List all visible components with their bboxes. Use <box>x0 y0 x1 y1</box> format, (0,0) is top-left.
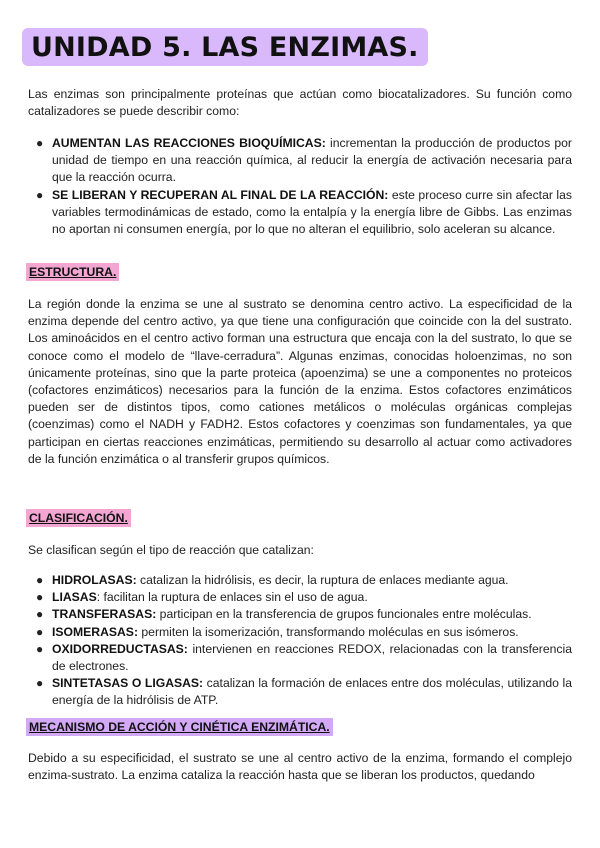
bullet-icon: ● <box>36 187 44 202</box>
list-item <box>28 187 572 239</box>
clasificacion-list <box>28 572 572 710</box>
list-item-text: intervienen en reacciones REDOX, relacionadas con la transferencia de electrones. <box>52 641 572 674</box>
bullet-icon: ● <box>36 676 44 691</box>
list-item-term: ISOMERASAS: <box>52 624 138 639</box>
list-item-term: SE LIBERAN Y RECUPERAN AL FINAL DE LA REACCIÓN: <box>52 187 389 202</box>
clasificacion-intro: Se clasifican según el tipo de reacción que catalizan: <box>28 543 314 557</box>
bullet-icon: ● <box>36 624 44 639</box>
list-item-text: este proceso curre sin afectar las variables termodinámicas de estado, como la entalpía y la energía libre de Gibbs. Las enzimas no aportan ni consumen energía, por lo que no alteran el equilibrio, solo aceleran su alcance. <box>52 187 572 237</box>
section-heading-clasificacion: CLASIFICACIÓN. <box>26 509 131 527</box>
section-heading-mecanismo: MECANISMO DE ACCIÓN Y CINÉTICA ENZIMÁTICA. <box>26 718 333 736</box>
list-item-text: incrementan la producción de productos por unidad de tiempo en una reacción química, al reducir la energía de activación necesaria para que la reacción ocurra. <box>52 136 572 185</box>
list-item-term: HIDROLASAS: <box>52 573 137 587</box>
bullet-icon: ● <box>36 136 44 150</box>
bullet-icon: ● <box>36 590 44 605</box>
list-item <box>28 572 572 589</box>
bullet-icon: ● <box>36 573 44 587</box>
list-item-term: AUMENTAN LAS REACCIONES BIOQUÍMICAS: <box>52 136 326 150</box>
list-item-text: permiten la isomerización, transformando moléculas en sus isómeros. <box>138 624 519 639</box>
list-item-term: OXIDORREDUCTASAS: <box>52 641 188 656</box>
bullet-icon: ● <box>36 607 44 622</box>
list-item <box>28 606 572 623</box>
list-item-term: TRANSFERASAS: <box>52 607 157 622</box>
list-item <box>28 589 572 606</box>
functions-list <box>28 135 572 238</box>
bullet-icon: ● <box>36 641 44 656</box>
list-item-text: : facilitan la ruptura de enlaces sin el uso de agua. <box>96 590 368 605</box>
list-item-text: catalizan la hidrólisis, es decir, la ruptura de enlaces mediante agua. <box>136 573 509 587</box>
list-item <box>28 135 572 187</box>
section-heading-estructura: ESTRUCTURA. <box>26 263 119 281</box>
list-item-term: SINTETASAS O LIGASAS: <box>52 676 204 691</box>
list-item-text: catalizan la formación de enlaces entre dos moléculas, utilizando la energía de la hidrólisis de ATP. <box>52 676 573 708</box>
page-title: UNIDAD 5. LAS ENZIMAS. <box>22 28 428 66</box>
list-item-text: participan en la transferencia de grupos funcionales entre moléculas. <box>156 607 532 622</box>
list-item-term: LIASAS <box>52 590 97 605</box>
estructura-paragraph: La región donde la enzima se une al sustrato se denomina centro activo. La especificidad de la enzima depende del centro activo, ya que tiene una configuración que coincide con la del sustrato. Los aminoácidos en el centro activo forman una estructura que encaja con la del sustrato, lo que se conoce como el modelo de “llave-cerradura”. Algunas enzimas, conocidas holoenzimas, no son únicamente proteínas, sino que la parte proteica (apoenzima) se une a componentes no proteicos (cofactores enzimáticos) necesarios para la función de la enzima. Estos cofactores enzimáticos pueden ser de distintos tipos, como cationes metálicos o moléculas orgánicas complejas (coenzimas) como el NADH y FADH2. Estos cofactores y coenzimas son fundamentales, ya que participan en ciertas reacciones enzimáticas, permitiendo su desarrollo al actuar como activadores de la función enzimática o al transferir grupos químicos. <box>28 297 572 466</box>
list-item <box>28 641 572 675</box>
list-item <box>28 675 572 709</box>
intro-paragraph: Las enzimas son principalmente proteínas que actúan como biocatalizadores. Su función como catalizadores se puede describir como: <box>28 87 572 119</box>
mecanismo-paragraph: Debido a su especificidad, el sustrato se une al centro activo de la enzima, formando el complejo enzima-sustrato. La enzima cataliza la reacción hasta que se liberan los productos, quedando <box>28 751 572 783</box>
list-item <box>28 624 572 641</box>
